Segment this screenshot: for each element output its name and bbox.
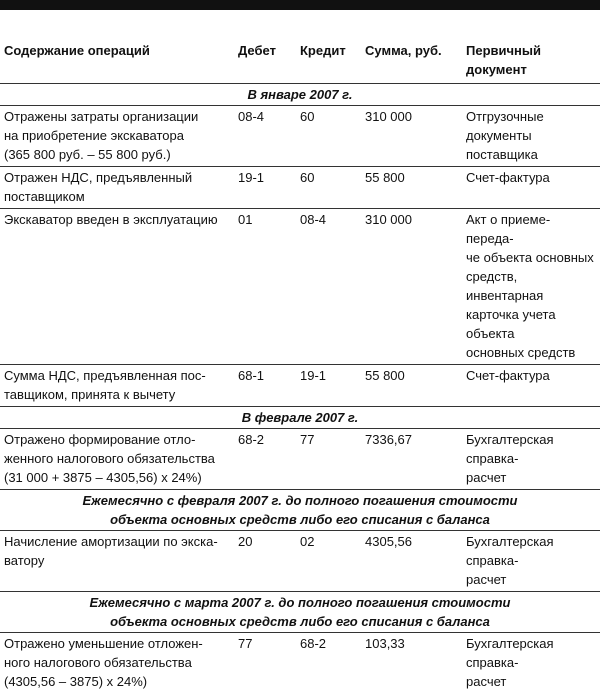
amount-cell: 55 800: [361, 365, 462, 407]
document-cell-line: расчет: [466, 468, 596, 487]
debit-cell: 68-2: [234, 429, 296, 490]
operation-cell: [0, 365, 234, 407]
header-debit: Дебет: [234, 28, 296, 84]
document-cell: [462, 531, 600, 592]
document-cell-line: расчет: [466, 672, 596, 691]
table-row: [0, 167, 600, 209]
table-row: [0, 365, 600, 407]
document-cell-line: карточка учета объекта: [466, 305, 596, 343]
document-cell-line: Бухгалтерская справка-: [466, 532, 596, 570]
credit-cell: 08-4: [296, 209, 361, 365]
amount-cell: 310 000: [361, 106, 462, 167]
section-header-row: [0, 407, 600, 429]
operation-cell-line: Отражен НДС, предъявленный: [4, 168, 230, 187]
debit-cell: 68-1: [234, 365, 296, 407]
document-cell-line: че объекта основных: [466, 248, 596, 267]
document-cell: [462, 209, 600, 365]
operation-cell-line: (31 000 + 3875 – 4305,56) х 24%): [4, 468, 230, 487]
debit-cell: 01: [234, 209, 296, 365]
amount-cell: 7336,67: [361, 429, 462, 490]
header-document: Первичный документ: [462, 28, 600, 84]
amount-cell: 55 800: [361, 167, 462, 209]
credit-cell: 19-1: [296, 365, 361, 407]
credit-cell: 60: [296, 106, 361, 167]
document-cell-line: Бухгалтерская справка-: [466, 430, 596, 468]
document-cell-line: расчет: [466, 570, 596, 589]
amount-cell: 310 000: [361, 209, 462, 365]
operation-cell-line: Отражено формирование отло-: [4, 430, 230, 449]
section-title-line: Ежемесячно с февраля 2007 г. до полного погашения стоимости: [4, 491, 596, 510]
document-cell-line: средств, инвентарная: [466, 267, 596, 305]
operation-cell-line: тавщиком, принята к вычету: [4, 385, 230, 404]
operation-cell-line: Начисление амортизации по экска-: [4, 532, 230, 551]
table-row: [0, 633, 600, 693]
operation-cell: [0, 633, 234, 693]
operation-cell-line: ного налогового обязательства: [4, 653, 230, 672]
credit-cell: 60: [296, 167, 361, 209]
amount-cell: 103,33: [361, 633, 462, 693]
operation-cell-line: женного налогового обязательства: [4, 449, 230, 468]
debit-cell: 77: [234, 633, 296, 693]
table-row: [0, 429, 600, 490]
operation-cell-line: ватору: [4, 551, 230, 570]
section-title: [0, 592, 600, 633]
debit-cell: 20: [234, 531, 296, 592]
table-body: [0, 84, 600, 693]
top-rule: [0, 0, 600, 10]
section-header-row: [0, 592, 600, 633]
amount-cell: 4305,56: [361, 531, 462, 592]
section-title-line: объекта основных средств либо его списания с баланса: [4, 612, 596, 631]
operation-cell-line: Отражено уменьшение отложен-: [4, 634, 230, 653]
header-row: [0, 28, 600, 84]
credit-cell: 68-2: [296, 633, 361, 693]
document-cell-line: Бухгалтерская справка-: [466, 634, 596, 672]
operation-cell: [0, 209, 234, 365]
table-row: [0, 209, 600, 365]
header-operation: Содержание операций: [0, 28, 234, 84]
document-cell: [462, 365, 600, 407]
section-title-line: В феврале 2007 г.: [4, 408, 596, 427]
section-title-line: объекта основных средств либо его списания с баланса: [4, 510, 596, 529]
section-title-line: В январе 2007 г.: [4, 85, 596, 104]
document-cell-line: Счет-фактура: [466, 366, 596, 385]
document-cell-line: поставщика: [466, 145, 596, 164]
section-title: [0, 84, 600, 106]
document-cell-line: основных средств: [466, 343, 596, 362]
operation-cell: [0, 531, 234, 592]
operation-cell-line: поставщиком: [4, 187, 230, 206]
document-cell: [462, 167, 600, 209]
operation-cell-line: Сумма НДС, предъявленная пос-: [4, 366, 230, 385]
table-row: [0, 106, 600, 167]
operation-cell-line: Отражены затраты организации: [4, 107, 230, 126]
operation-cell: [0, 429, 234, 490]
table-row: [0, 531, 600, 592]
operation-cell: [0, 106, 234, 167]
accounting-entries-table: [0, 28, 600, 693]
operation-cell-line: на приобретение экскаватора: [4, 126, 230, 145]
section-title: [0, 407, 600, 429]
section-header-row: [0, 84, 600, 106]
operation-cell: [0, 167, 234, 209]
section-title: [0, 490, 600, 531]
document-cell: [462, 429, 600, 490]
document-cell-line: Отгрузочные документы: [466, 107, 596, 145]
debit-cell: 19-1: [234, 167, 296, 209]
document-cell-line: Счет-фактура: [466, 168, 596, 187]
credit-cell: 77: [296, 429, 361, 490]
debit-cell: 08-4: [234, 106, 296, 167]
header-amount: Сумма, руб.: [361, 28, 462, 84]
table-header: [0, 28, 600, 84]
operation-cell-line: Экскаватор введен в эксплуатацию: [4, 210, 230, 229]
document-cell: [462, 633, 600, 693]
operation-cell-line: (365 800 руб. – 55 800 руб.): [4, 145, 230, 164]
section-header-row: [0, 490, 600, 531]
credit-cell: 02: [296, 531, 361, 592]
header-credit: Кредит: [296, 28, 361, 84]
operation-cell-line: (4305,56 – 3875) х 24%): [4, 672, 230, 691]
document-cell: [462, 106, 600, 167]
section-title-line: Ежемесячно с марта 2007 г. до полного погашения стоимости: [4, 593, 596, 612]
document-cell-line: Акт о приеме-переда-: [466, 210, 596, 248]
